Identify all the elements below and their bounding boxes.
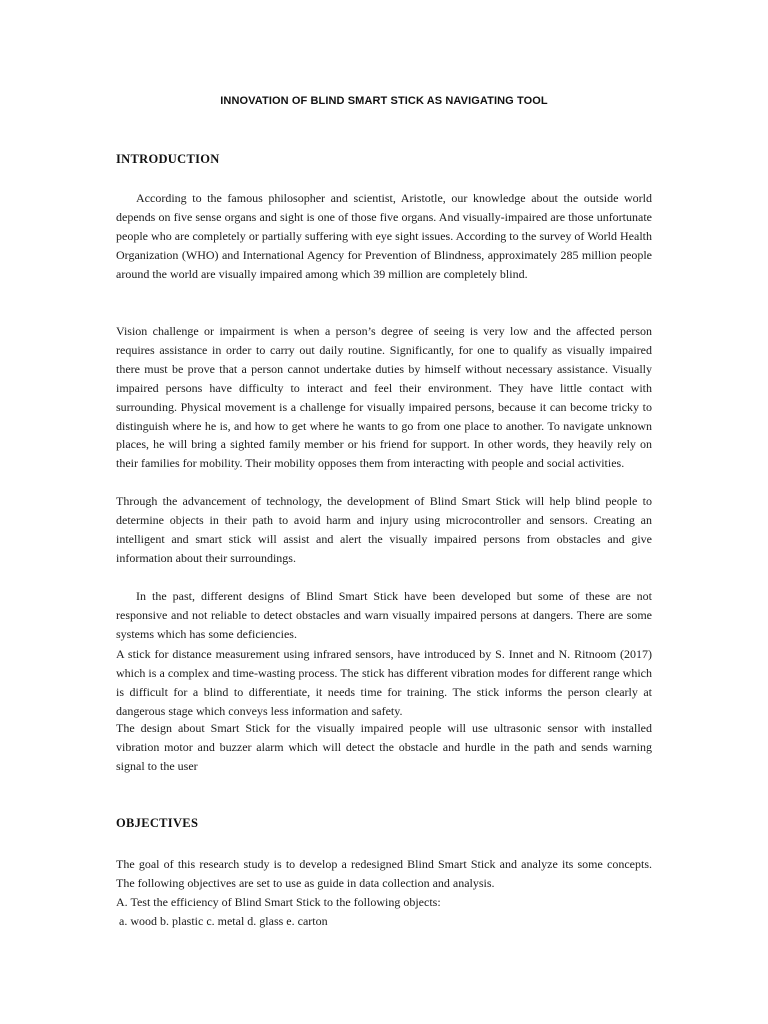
introduction-heading: INTRODUCTION (116, 152, 220, 166)
intro-paragraph-4: In the past, different designs of Blind Smart Stick have been developed but some of these are not responsive and not reliable to detect obstacles and warn visually impaired persons at dangers. There are some systems which has some deficiencies. (116, 589, 652, 641)
intro-paragraph-1: According to the famous philosopher and scientist, Aristotle, our knowledge about the outside world depends on five sense organs and sight is one of those five organs. And visually-impaired are those unfortunate people who are completely or partially suffering with eye sight issues. According to the survey of World Health Organization (WHO) and International Agency for Prevention of Blindness, approximately 285 million people around the world are visually impaired among which 39 million are completely blind. (116, 191, 652, 281)
intro-paragraph-6: The design about Smart Stick for the visually impaired people will use ultrasonic sensor with installed vibration motor and buzzer alarm which will detect the obstacle and hurdle in the path and sends warning signal to the user (116, 721, 652, 773)
document-title: INNOVATION OF BLIND SMART STICK AS NAVIGATING TOOL (220, 95, 548, 107)
objective-item-a-list: a. wood b. plastic c. metal d. glass e. carton (119, 914, 328, 928)
intro-paragraph-3: Through the advancement of technology, the development of Blind Smart Stick will help blind people to determine objects in their path to avoid harm and injury using microcontroller and sensors. Creating an intelligent and smart stick will assist and alert the visually impaired persons from obstacles and give information about their surroundings. (116, 494, 652, 565)
intro-paragraph-2: Vision challenge or impairment is when a person’s degree of seeing is very low and the affected person requires assistance in order to carry out daily routine. Significantly, for one to qualify as visually impaired there must be prove that a person cannot undertake duties by himself without necessary assistance. Visually impaired persons have difficulty to interact and feel their environment. They have little contact with surrounding. Physical movement is a challenge for visually impaired persons, because it can become tricky to distinguish where he is, and how to get where he wants to go from one place to another. To navigate unknown places, he will bring a sighted family member or his friend for support. In other words, they heavily rely on their families for mobility. Their mobility opposes them from interacting with people and social activities. (116, 324, 652, 471)
objectives-paragraph: The goal of this research study is to develop a redesigned Blind Smart Stick and analyze its some concepts. The following objectives are set to use as guide in data collection and analysis. (116, 857, 652, 890)
objective-item-a: A. Test the efficiency of Blind Smart Stick to the following objects: (116, 895, 441, 909)
objectives-heading: OBJECTIVES (116, 816, 199, 830)
intro-paragraph-5: A stick for distance measurement using infrared sensors, have introduced by S. Innet and N. Ritnoom (2017) which is a complex and time-wasting process. The stick has different vibration modes for different range which is difficult for a blind to differentiate, it needs time for training. The stick informs the person clearly at dangerous stage which conveys less information and safety. (116, 647, 652, 718)
